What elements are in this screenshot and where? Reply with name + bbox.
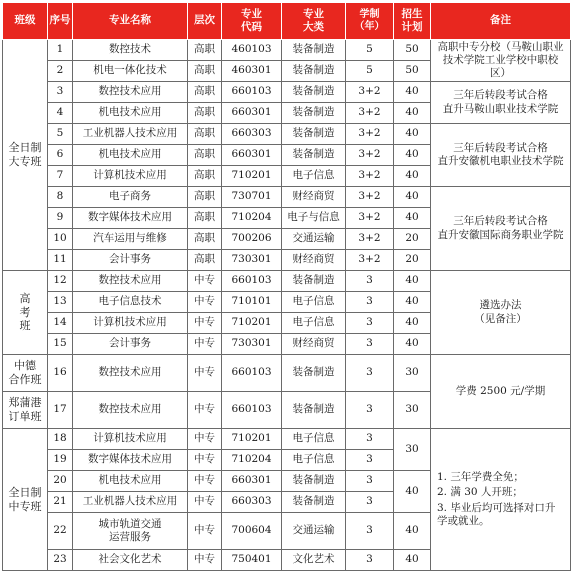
major-type: 装备制造 (282, 355, 346, 392)
enrollment-plan: 40 (394, 471, 431, 513)
major-name: 会计事务 (73, 250, 188, 271)
major-name: 计算机技术应用 (73, 313, 188, 334)
enrollment-plan: 30 (394, 429, 431, 471)
study-years: 3 (346, 292, 394, 313)
major-code: 660301 (222, 471, 282, 492)
row-number: 5 (48, 124, 73, 145)
major-code: 730301 (222, 334, 282, 355)
level: 高职 (188, 82, 222, 103)
header-notes: 备注 (431, 3, 571, 40)
enrollment-plan: 40 (394, 513, 431, 550)
header-code: 专业 代码 (222, 3, 282, 40)
major-type: 装备制造 (282, 471, 346, 492)
major-type: 财经商贸 (282, 334, 346, 355)
major-code: 460301 (222, 61, 282, 82)
level: 高职 (188, 229, 222, 250)
major-type: 电子信息 (282, 450, 346, 471)
admissions-table (2, 2, 571, 571)
major-code: 730701 (222, 187, 282, 208)
header-major: 专业名称 (73, 3, 188, 40)
level: 中专 (188, 550, 222, 571)
level: 高职 (188, 166, 222, 187)
major-code: 660301 (222, 103, 282, 124)
row-number: 20 (48, 471, 73, 492)
level: 中专 (188, 450, 222, 471)
study-years: 3 (346, 429, 394, 450)
major-type: 财经商贸 (282, 187, 346, 208)
major-type: 装备制造 (282, 103, 346, 124)
enrollment-plan: 40 (394, 166, 431, 187)
row-number: 14 (48, 313, 73, 334)
enrollment-plan: 20 (394, 250, 431, 271)
header-years: 学制 （年） (346, 3, 394, 40)
level: 高职 (188, 61, 222, 82)
note-line: 1. 三年学费全免； (437, 471, 524, 484)
row-number: 18 (48, 429, 73, 450)
enrollment-plan: 40 (394, 124, 431, 145)
table-row (3, 429, 571, 450)
major-name: 机电技术应用 (73, 145, 188, 166)
major-type: 装备制造 (282, 492, 346, 513)
level: 中专 (188, 429, 222, 450)
major-code: 460103 (222, 40, 282, 61)
row-number: 22 (48, 513, 73, 550)
level: 高职 (188, 124, 222, 145)
level: 中专 (188, 492, 222, 513)
level: 高职 (188, 103, 222, 124)
study-years: 3+2 (346, 82, 394, 103)
major-type: 电子信息 (282, 292, 346, 313)
major-code: 710201 (222, 166, 282, 187)
study-years: 3 (346, 550, 394, 571)
major-name: 数字媒体技术应用 (73, 450, 188, 471)
row-number: 17 (48, 392, 73, 429)
row-number: 21 (48, 492, 73, 513)
study-years: 5 (346, 61, 394, 82)
header-plan: 招生 计划 (394, 3, 431, 40)
major-name: 数控技术应用 (73, 392, 188, 429)
note-line: 2. 满 30 人开班； (437, 486, 523, 499)
major-type: 文化艺术 (282, 550, 346, 571)
major-name: 会计事务 (73, 334, 188, 355)
enrollment-plan: 50 (394, 61, 431, 82)
major-type: 财经商贸 (282, 250, 346, 271)
class-category: 中德 合作班 (3, 355, 48, 392)
major-name: 计算机技术应用 (73, 166, 188, 187)
row-number: 16 (48, 355, 73, 392)
enrollment-plan: 30 (394, 392, 431, 429)
note: 高职中专分校（马鞍山职业 技术学院工业学校中职校区） (431, 40, 571, 82)
table-row (3, 40, 571, 61)
study-years: 3 (346, 392, 394, 429)
major-code: 710204 (222, 208, 282, 229)
row-number: 19 (48, 450, 73, 471)
study-years: 3+2 (346, 103, 394, 124)
enrollment-plan: 40 (394, 313, 431, 334)
major-code: 750401 (222, 550, 282, 571)
level: 中专 (188, 313, 222, 334)
major-name: 数控技术应用 (73, 355, 188, 392)
major-code: 660301 (222, 145, 282, 166)
study-years: 3+2 (346, 124, 394, 145)
major-type: 装备制造 (282, 40, 346, 61)
level: 高职 (188, 187, 222, 208)
row-number: 23 (48, 550, 73, 571)
study-years: 3 (346, 271, 394, 292)
study-years: 3+2 (346, 229, 394, 250)
major-code: 660103 (222, 82, 282, 103)
major-code: 660103 (222, 392, 282, 429)
study-years: 3+2 (346, 166, 394, 187)
study-years: 3 (346, 450, 394, 471)
study-years: 3+2 (346, 145, 394, 166)
level: 中专 (188, 355, 222, 392)
note: 遴选办法 （见备注） (431, 271, 571, 355)
major-type: 交通运输 (282, 229, 346, 250)
major-code: 660303 (222, 124, 282, 145)
major-code: 660303 (222, 492, 282, 513)
level: 高职 (188, 250, 222, 271)
level: 高职 (188, 145, 222, 166)
table-row (3, 187, 571, 208)
row-number: 8 (48, 187, 73, 208)
level: 中专 (188, 392, 222, 429)
major-type: 电子信息 (282, 166, 346, 187)
row-number: 6 (48, 145, 73, 166)
row-number: 9 (48, 208, 73, 229)
major-name: 计算机技术应用 (73, 429, 188, 450)
major-type: 电子与信息 (282, 208, 346, 229)
study-years: 5 (346, 40, 394, 61)
major-name: 数字媒体技术应用 (73, 208, 188, 229)
header-no (48, 3, 73, 40)
study-years: 3+2 (346, 250, 394, 271)
major-name: 数控技术应用 (73, 82, 188, 103)
study-years: 3 (346, 313, 394, 334)
study-years: 3 (346, 471, 394, 492)
row-number: 7 (48, 166, 73, 187)
major-name: 工业机器人技术应用 (73, 124, 188, 145)
row-number: 12 (48, 271, 73, 292)
major-code: 730301 (222, 250, 282, 271)
table-row (3, 355, 571, 392)
level: 高职 (188, 208, 222, 229)
enrollment-plan: 40 (394, 334, 431, 355)
note: 三年后转段考试合格 直升马鞍山职业技术学院 (431, 82, 571, 124)
major-type: 电子信息 (282, 313, 346, 334)
level: 中专 (188, 471, 222, 492)
enrollment-plan: 40 (394, 82, 431, 103)
header-level: 层次 (188, 3, 222, 40)
class-category: 全日制 大专班 (3, 40, 48, 271)
row-number: 2 (48, 61, 73, 82)
study-years: 3+2 (346, 187, 394, 208)
study-years: 3 (346, 355, 394, 392)
study-years: 3+2 (346, 208, 394, 229)
row-number: 3 (48, 82, 73, 103)
major-code: 710101 (222, 292, 282, 313)
enrollment-plan: 40 (394, 550, 431, 571)
row-number: 13 (48, 292, 73, 313)
note-line: 3. 毕业后均可选择对口升学或就业。 (437, 501, 556, 527)
enrollment-plan: 40 (394, 145, 431, 166)
major-name: 机电技术应用 (73, 471, 188, 492)
enrollment-plan: 30 (394, 355, 431, 392)
class-category: 高 考 班 (3, 271, 48, 355)
major-code: 660103 (222, 355, 282, 392)
level: 中专 (188, 513, 222, 550)
study-years: 3 (346, 492, 394, 513)
enrollment-plan: 40 (394, 292, 431, 313)
table-row (3, 124, 571, 145)
row-number: 15 (48, 334, 73, 355)
major-name: 电子信息技术 (73, 292, 188, 313)
level: 高职 (188, 40, 222, 61)
major-type: 装备制造 (282, 124, 346, 145)
major-name: 社会文化艺术 (73, 550, 188, 571)
major-code: 710204 (222, 450, 282, 471)
class-category: 全日制 中专班 (3, 429, 48, 571)
class-category: 郑蒲港 订单班 (3, 392, 48, 429)
major-code: 710201 (222, 313, 282, 334)
enrollment-plan: 40 (394, 103, 431, 124)
note: 三年后转段考试合格 直升安徽国际商务职业学院 (431, 187, 571, 271)
enrollment-plan: 20 (394, 229, 431, 250)
major-type: 装备制造 (282, 61, 346, 82)
major-name: 汽车运用与维修 (73, 229, 188, 250)
row-number: 10 (48, 229, 73, 250)
major-name: 电子商务 (73, 187, 188, 208)
enrollment-plan: 40 (394, 271, 431, 292)
study-years: 3 (346, 334, 394, 355)
level: 中专 (188, 292, 222, 313)
header-class: 班级 (3, 3, 48, 40)
major-type: 交通运输 (282, 513, 346, 550)
enrollment-plan: 40 (394, 208, 431, 229)
note: 学费 2500 元/学期 (431, 355, 571, 429)
enrollment-plan: 50 (394, 40, 431, 61)
major-name: 机电技术应用 (73, 103, 188, 124)
enrollment-plan: 40 (394, 187, 431, 208)
table-row (3, 82, 571, 103)
level: 中专 (188, 271, 222, 292)
major-name: 工业机器人技术应用 (73, 492, 188, 513)
row-number: 4 (48, 103, 73, 124)
major-code: 660103 (222, 271, 282, 292)
major-code: 700604 (222, 513, 282, 550)
row-number: 1 (48, 40, 73, 61)
major-name: 机电一体化技术 (73, 61, 188, 82)
note-secondary-benefits (431, 429, 571, 571)
major-code: 700206 (222, 229, 282, 250)
header-no-text: 序号 (49, 14, 71, 27)
study-years: 3 (346, 513, 394, 550)
major-type: 装备制造 (282, 82, 346, 103)
major-type: 装备制造 (282, 392, 346, 429)
note: 三年后转段考试合格 直升安徽机电职业技术学院 (431, 124, 571, 187)
major-name: 数控技术应用 (73, 271, 188, 292)
major-code: 710201 (222, 429, 282, 450)
row-number: 11 (48, 250, 73, 271)
major-type: 装备制造 (282, 145, 346, 166)
major-type: 装备制造 (282, 271, 346, 292)
level: 中专 (188, 334, 222, 355)
table-row (3, 271, 571, 292)
header-row (3, 3, 571, 40)
major-type: 电子信息 (282, 429, 346, 450)
header-type: 专业 大类 (282, 3, 346, 40)
major-name: 城市轨道交通 运营服务 (73, 513, 188, 550)
major-name: 数控技术 (73, 40, 188, 61)
